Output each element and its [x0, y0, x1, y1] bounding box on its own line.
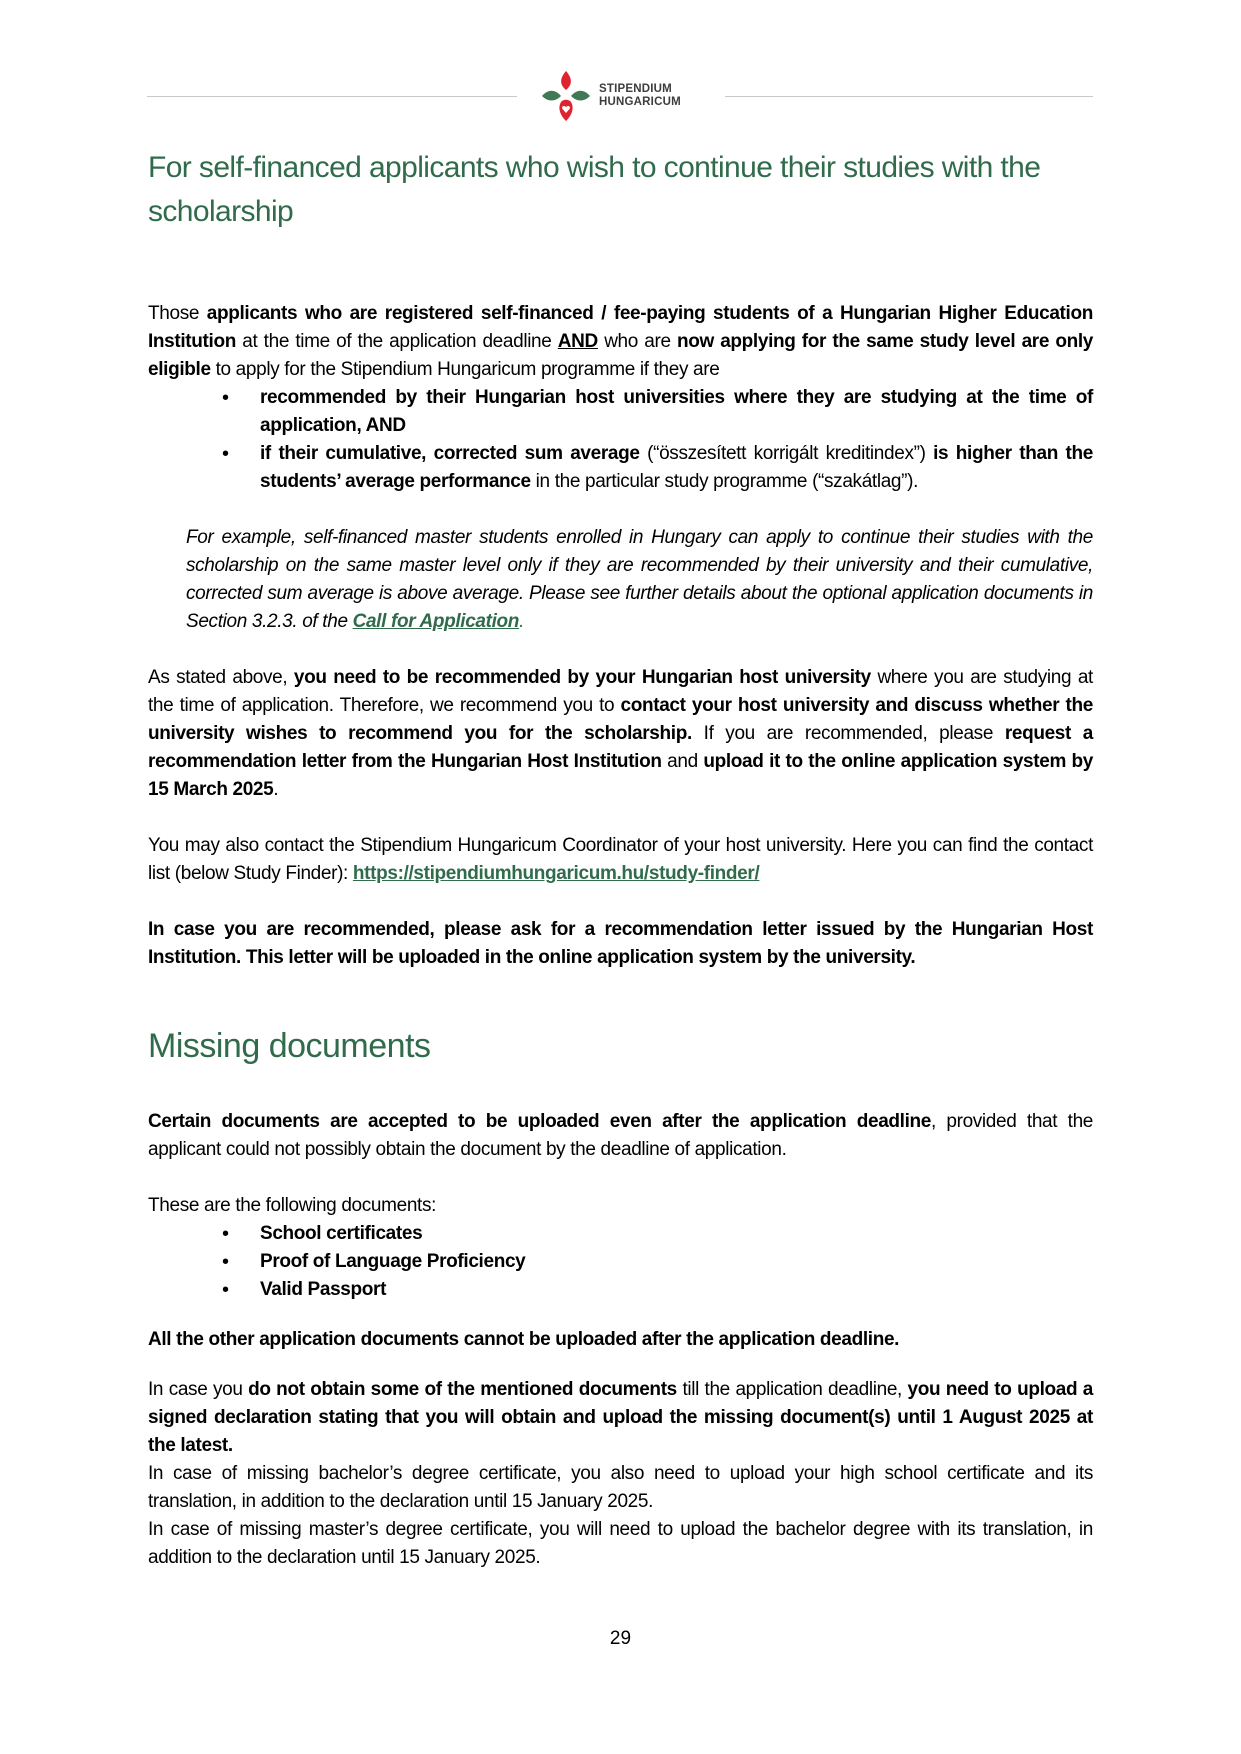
- documents-list-intro: These are the following documents:: [148, 1195, 437, 1216]
- eligibility-conditions-list: [148, 384, 1093, 496]
- bold-text: recommended by their Hungarian host universities where they are studying at the time of application, AND: [260, 387, 1093, 436]
- bold-text: is higher than the students’ average performance: [260, 443, 1093, 492]
- header-rule-right: [725, 96, 1093, 97]
- text: In case you: [148, 1379, 249, 1400]
- bold-text: contact your host university and discuss whether the university wishes to recommend you for the scholarship.: [148, 695, 1094, 744]
- flower-logo-icon: [539, 69, 593, 123]
- bold-text: School certificates: [260, 1223, 423, 1244]
- bold-text: if their cumulative, corrected sum average: [260, 443, 640, 464]
- list-item: [148, 1248, 1093, 1276]
- example-paragraph: [148, 524, 1093, 636]
- bold-text: do not obtain some of the mentioned documents: [248, 1379, 677, 1400]
- section-title-missing-documents: Missing documents: [148, 1027, 431, 1065]
- text: till the application deadline,: [676, 1379, 908, 1400]
- bold-text: applicants who are registered self-financed / fee-paying students of a Hungarian Higher Education Institution: [148, 303, 1093, 352]
- master-certificate-paragraph: In case of missing master’s degree certificate, you will need to upload the bachelor degree with its translation, in addition to the declaration until 15 January 2025.: [148, 1519, 1093, 1568]
- bold-text: now applying for the same study level are only eligible: [148, 331, 1093, 380]
- section-title-self-financed: For self-financed applicants who wish to continue their studies with the scholarship: [148, 151, 1041, 228]
- text: Those: [148, 303, 207, 324]
- coordinator-paragraph: [148, 832, 1093, 888]
- late-upload-paragraph: [148, 1108, 1093, 1164]
- page-content: [148, 146, 1093, 1572]
- logo-line-1: STIPENDIUM: [599, 83, 672, 95]
- text: to apply for the Stipendium Hungaricum programme if they are: [210, 359, 720, 380]
- text: .: [519, 611, 524, 632]
- eligibility-paragraph: [148, 300, 1093, 384]
- study-finder-link[interactable]: https://stipendiumhungaricum.hu/study-finder/: [352, 863, 760, 884]
- recommendation-letter-note: In case you are recommended, please ask for a recommendation letter issued by the Hungarian Host Institution. This letter will be uploaded in the online application system by the university.: [148, 919, 1093, 968]
- text: You may also contact the Stipendium Hungaricum Coordinator of your host university. Here you can find the contact list (below Study Finder):: [148, 835, 1093, 884]
- text: , provided that the applicant could not possibly obtain the document by the deadline of application.: [148, 1111, 1093, 1160]
- text: where you are studying at the time of application. Therefore, we recommend you to: [148, 667, 1093, 716]
- text: at the time of the application deadline: [235, 331, 558, 352]
- text: who are: [597, 331, 677, 352]
- call-for-application-link[interactable]: Call for Application: [352, 611, 520, 632]
- header-rule-left: [147, 96, 517, 97]
- bold-text: Certain documents are accepted to be uploaded even after the application deadline: [148, 1111, 931, 1132]
- logo-line-2: HUNGARICUM: [599, 96, 681, 108]
- bachelor-certificate-paragraph: In case of missing bachelor’s degree certificate, you also need to upload your high school certificate and its translation, in addition to the declaration until 15 January 2025.: [148, 1463, 1093, 1512]
- recommendation-paragraph: [148, 664, 1093, 804]
- text: and: [661, 751, 704, 772]
- underlined-and: AND: [557, 331, 598, 352]
- declaration-paragraph: [148, 1376, 1093, 1460]
- bold-text: Valid Passport: [260, 1279, 387, 1300]
- page-header: [147, 68, 1093, 124]
- bold-text: Proof of Language Proficiency: [260, 1251, 526, 1272]
- bold-text: upload it to the online application system by 15 March 2025: [148, 751, 1094, 800]
- list-item: [148, 1276, 1093, 1304]
- text: For example, self-financed master students enrolled in Hungary can apply to continue their studies with the scholarship on the same master level only if they are recommended by their university and their cumulative, corrected sum average is above average. Please see further details about the optional application documents in Section 3.2.3. of the: [186, 527, 1093, 632]
- list-item: [148, 440, 1093, 496]
- text: (“összesített korrigált kreditindex”): [639, 443, 934, 464]
- text: .: [273, 779, 279, 800]
- bold-text: you need to be recommended by your Hungarian host university: [293, 667, 871, 688]
- logo-wordmark: [599, 83, 681, 109]
- page-number: 29: [609, 1628, 632, 1649]
- bold-text: request a recommendation letter from the Hungarian Host Institution: [148, 723, 1093, 772]
- other-documents-note: All the other application documents cannot be uploaded after the application deadline.: [148, 1329, 900, 1350]
- list-item: [148, 384, 1093, 440]
- bold-text: you need to upload a signed declaration stating that you will obtain and upload the missing document(s) until 1 August 2025 at the latest.: [148, 1379, 1094, 1456]
- text: As stated above,: [148, 667, 294, 688]
- late-documents-list: [148, 1220, 1093, 1304]
- text: in the particular study programme (“szakátlag”).: [530, 471, 919, 492]
- text: If you are recommended, please: [691, 723, 1005, 744]
- list-item: [148, 1220, 1093, 1248]
- stipendium-hungaricum-logo: [539, 70, 709, 122]
